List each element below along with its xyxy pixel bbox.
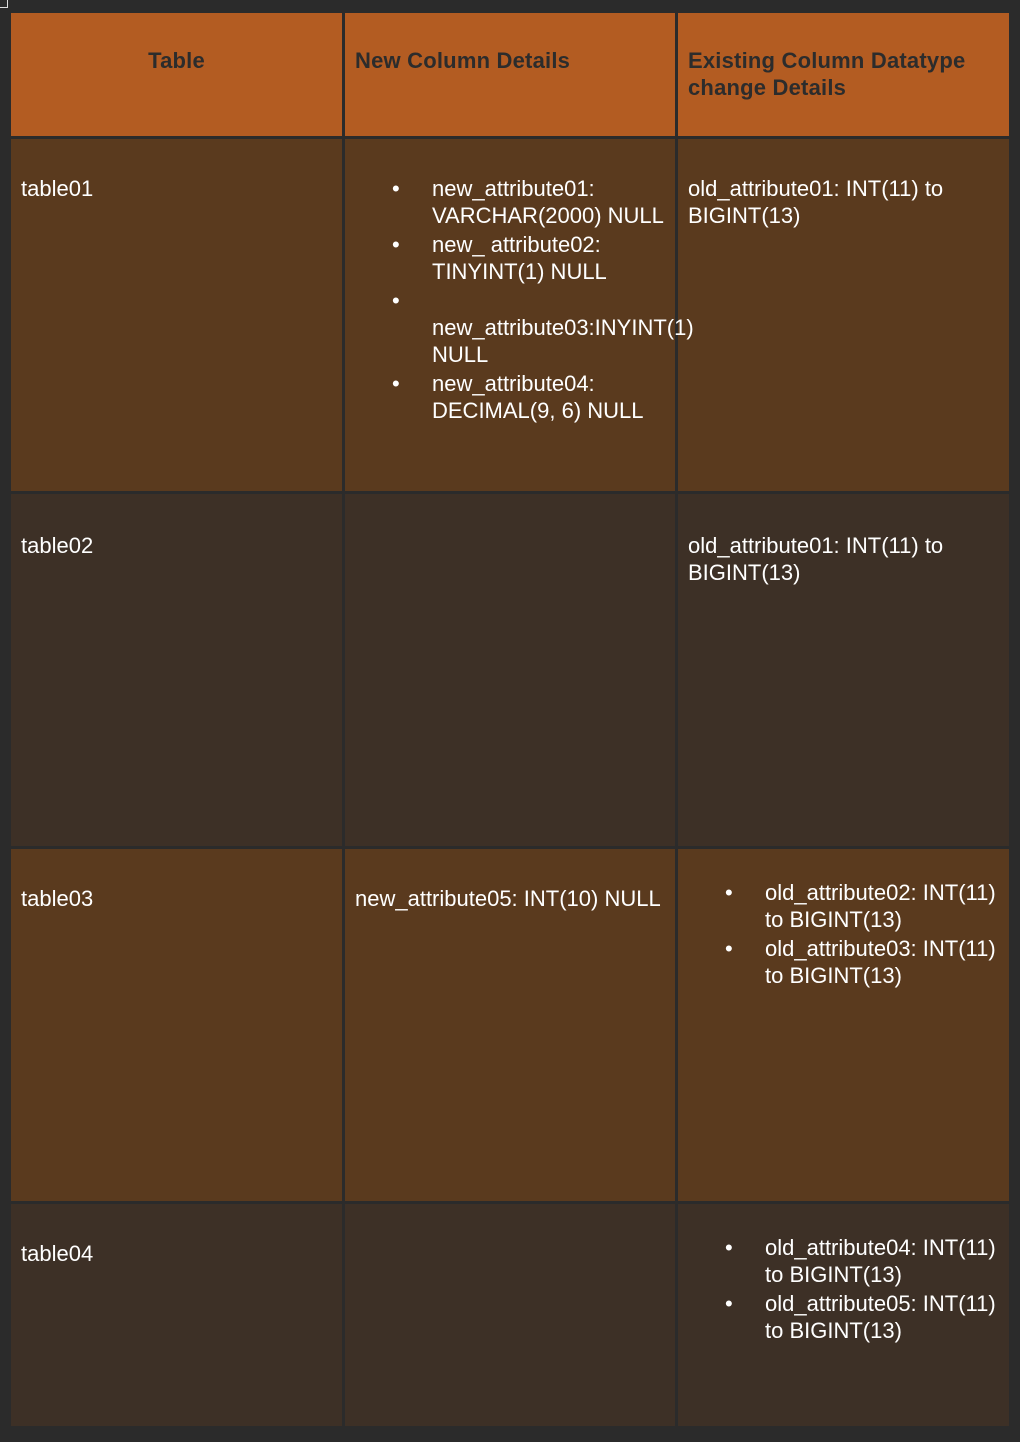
cell-existing-change[interactable] xyxy=(678,849,1009,1201)
list-item-text: new_attribute03:INYINT(1) NULL xyxy=(432,315,694,367)
existing-changes-list xyxy=(765,1234,999,1344)
table-row xyxy=(11,1204,1009,1426)
schema-change-table xyxy=(8,10,1012,1429)
list-item: • new_ attribute02: TINYINT(1) NULL xyxy=(432,231,665,285)
table-anchor-handle[interactable] xyxy=(0,0,8,8)
header-existing-column-change[interactable]: Existing Column Datatype change Details xyxy=(678,13,1009,136)
list-item: • new_attribute04: DECIMAL(9, 6) NULL xyxy=(432,370,665,424)
table-row xyxy=(11,494,1009,846)
header-row xyxy=(11,13,1009,136)
header-new-column-details[interactable]: New Column Details xyxy=(345,13,675,136)
cell-table-name[interactable]: table02 xyxy=(11,494,342,846)
cell-new-columns[interactable]: new_attribute05: INT(10) NULL xyxy=(345,849,675,1201)
cell-new-columns[interactable] xyxy=(345,494,675,846)
new-columns-list xyxy=(432,175,694,424)
cell-existing-change[interactable]: old_attribute01: INT(11) to BIGINT(13) xyxy=(678,139,1009,491)
cell-table-name[interactable]: table01 xyxy=(11,139,342,491)
list-item: • old_attribute05: INT(11) to BIGINT(13) xyxy=(765,1290,999,1344)
table-row xyxy=(11,849,1009,1201)
cell-table-name[interactable]: table04 xyxy=(11,1204,342,1426)
cell-existing-change[interactable] xyxy=(678,1204,1009,1426)
list-item: • old_attribute02: INT(11) to BIGINT(13) xyxy=(765,879,999,933)
cell-new-columns[interactable] xyxy=(345,1204,675,1426)
table-row xyxy=(11,139,1009,491)
cell-table-name[interactable]: table03 xyxy=(11,849,342,1201)
list-item: • old_attribute04: INT(11) to BIGINT(13) xyxy=(765,1234,999,1288)
list-item xyxy=(432,287,694,368)
header-table[interactable]: Table xyxy=(11,13,342,136)
list-item: • new_attribute01: VARCHAR(2000) NULL xyxy=(432,175,665,229)
list-item: • old_attribute03: INT(11) to BIGINT(13) xyxy=(765,935,999,989)
cell-new-columns[interactable] xyxy=(345,139,694,491)
cell-existing-change[interactable]: old_attribute01: INT(11) to BIGINT(13) xyxy=(678,494,1009,846)
existing-changes-list xyxy=(765,879,999,989)
